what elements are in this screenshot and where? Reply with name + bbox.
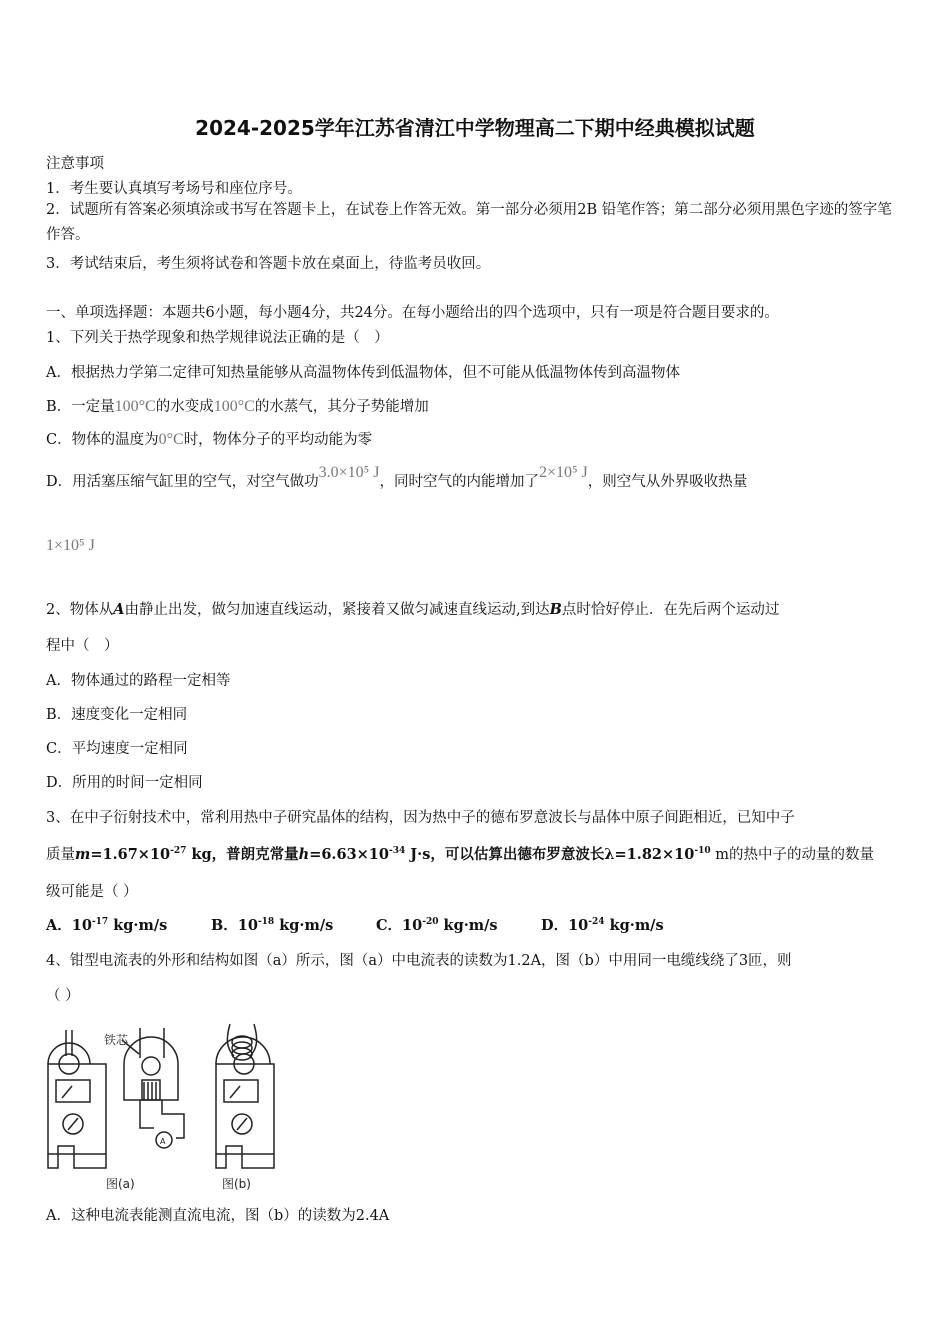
- q3-option-c: [376, 914, 541, 935]
- q3-exp-1: -27: [170, 846, 187, 857]
- q3-stem-line-1: 3、在中子衍射技术中，常利用热中子研究晶体的结构，因为热中子的德布罗意波长与晶体中原子间距相近，已知中子: [46, 810, 795, 826]
- q1-c-text-1: C．物体的温度为: [46, 432, 159, 448]
- q3-a-exp: -17: [91, 917, 109, 928]
- q2-option-c: C．平均速度一定相同: [46, 741, 188, 757]
- notice-item-3: 3．考试结束后，考生须将试卷和答题卡放在桌面上，待监考员收回。: [46, 256, 491, 272]
- q3-c-unit: kg·m/s: [438, 917, 498, 934]
- q3-var-m: m: [75, 846, 91, 863]
- page-title: 2024-2025学年江苏省清江中学物理高二下期中经典模拟试题: [195, 116, 755, 140]
- q1-c-text-2: 时，物体分子的平均动能为零: [183, 432, 373, 448]
- q3-a-unit: kg·m/s: [108, 917, 168, 934]
- q3-d-base: D．10: [541, 917, 589, 934]
- q1-c-math-1: 0°C: [158, 431, 184, 448]
- q1-stem: 1、下列关于热学现象和热学规律说法正确的是（ ）: [46, 330, 389, 346]
- q1-b-text-2: 的水变成: [155, 399, 214, 415]
- q3-exp-2: -34: [388, 846, 406, 857]
- q3-a-base: A．10: [46, 917, 92, 934]
- q1-option-d: [46, 464, 748, 491]
- iron-core-label: 铁芯: [104, 1033, 129, 1047]
- q3-stem-line-3: 级可能是（ ）: [46, 884, 138, 900]
- q1-d-math-3-line: [46, 537, 95, 555]
- q3-exp-3: -10: [694, 846, 711, 857]
- q3-b-base: B．10: [211, 917, 258, 934]
- meter-a-body: [48, 1030, 106, 1168]
- section-heading: 一、单项选择题：本题共6小题，每小题4分，共24分。在每小题给出的四个选项中，只有一项是符合题目要求的。: [46, 305, 779, 321]
- q2-text-1: 2、物体从: [46, 602, 114, 618]
- q3-stem-line-2: [46, 843, 874, 864]
- meter-b-body: [216, 1024, 274, 1168]
- q1-d-text-1: D．用活塞压缩气缸里的空气，对空气做功: [46, 474, 319, 490]
- q3-text-5: J·s，可以估算出德布罗意波长λ=1.82×10: [405, 846, 695, 863]
- q3-options: [46, 914, 664, 935]
- q1-d-math-1: 3.0×10⁵ J: [318, 464, 380, 481]
- q1-b-math-2: 100°C: [213, 398, 255, 415]
- q3-option-d: [541, 914, 664, 935]
- q3-text-4: =6.63×10: [309, 846, 389, 863]
- q3-var-h: h: [298, 846, 310, 863]
- q3-d-exp: -24: [588, 917, 605, 928]
- q1-option-b: [46, 395, 429, 416]
- q3-option-b: [211, 914, 376, 935]
- q3-text-2: =1.67×10: [90, 846, 171, 863]
- q1-b-text-3: 的水蒸气，其分子势能增加: [254, 399, 429, 415]
- q3-d-unit: kg·m/s: [604, 917, 664, 934]
- meter-a-core: [124, 1028, 184, 1148]
- q4-option-a: A．这种电流表能测直流电流，图（b）的读数为2.4A: [46, 1208, 390, 1224]
- notice-item-1: 1．考生要认真填写考场号和座位序号。: [46, 181, 302, 197]
- q1-d-text-3: ，则空气从外界吸收热量: [587, 474, 748, 490]
- ammeter-label: A: [160, 1137, 166, 1146]
- notice-item-2: 2．试题所有答案必须填涂或书写在答题卡上，在试卷上作答无效。第一部分必须用2B 铅笔作答；第二部分必须用黑色字迹的签字笔作答。: [46, 202, 892, 243]
- q2-option-b: B．速度变化一定相同: [46, 707, 188, 723]
- q3-text-1: 质量: [46, 847, 75, 863]
- q3-option-a: [46, 914, 211, 935]
- q2-stem-line-1: [46, 598, 779, 619]
- q3-b-unit: kg·m/s: [274, 917, 334, 934]
- q1-d-text-2: ，同时空气的内能增加了: [379, 474, 539, 490]
- clamp-meter-figure: [44, 1018, 284, 1196]
- q1-option-a: A．根据热力学第二定律可知热量能够从高温物体传到低温物体，但不可能从低温物体传到高温物体: [46, 365, 680, 381]
- q2-point-b: B: [549, 601, 562, 618]
- q3-b-exp: -18: [257, 917, 275, 928]
- q1-b-text-1: B．一定量: [46, 399, 115, 415]
- notice-heading: 注意事项: [46, 156, 104, 172]
- q2-text-3: 点时恰好停止．在先后两个运动过: [561, 602, 780, 618]
- q3-c-exp: -20: [422, 917, 439, 928]
- q3-c-base: C．10: [376, 917, 423, 934]
- q4-stem-line-1: 4、钳型电流表的外形和结构如图（a）所示，图（a）中电流表的读数为1.2A，图（b）中用同一电缆线绕了3匝，则: [46, 953, 792, 969]
- q2-option-a: A．物体通过的路程一定相等: [46, 673, 231, 689]
- q2-stem-line-2: 程中（ ）: [46, 638, 119, 654]
- q3-text-3: kg，普朗克常量: [186, 846, 299, 863]
- q3-text-6: m的热中子的动量的数量: [710, 847, 874, 863]
- iron-core-pointer: [122, 1040, 139, 1054]
- q4-stem-line-2: （ ）: [46, 988, 80, 1004]
- q1-d-math-2: 2×10⁵ J: [538, 464, 588, 481]
- q1-d-math-3: 1×10⁵ J: [46, 537, 95, 554]
- figure-a-caption: 图(a): [106, 1177, 135, 1191]
- q1-b-math-1: 100°C: [114, 398, 156, 415]
- q2-point-a: A: [113, 601, 125, 618]
- q2-text-2: 由静止出发，做匀加速直线运动，紧接着又做匀减速直线运动,到达: [124, 602, 550, 618]
- q2-option-d: D．所用的时间一定相同: [46, 775, 203, 791]
- figure-b-caption: 图(b): [222, 1177, 251, 1191]
- q1-option-c: [46, 428, 372, 449]
